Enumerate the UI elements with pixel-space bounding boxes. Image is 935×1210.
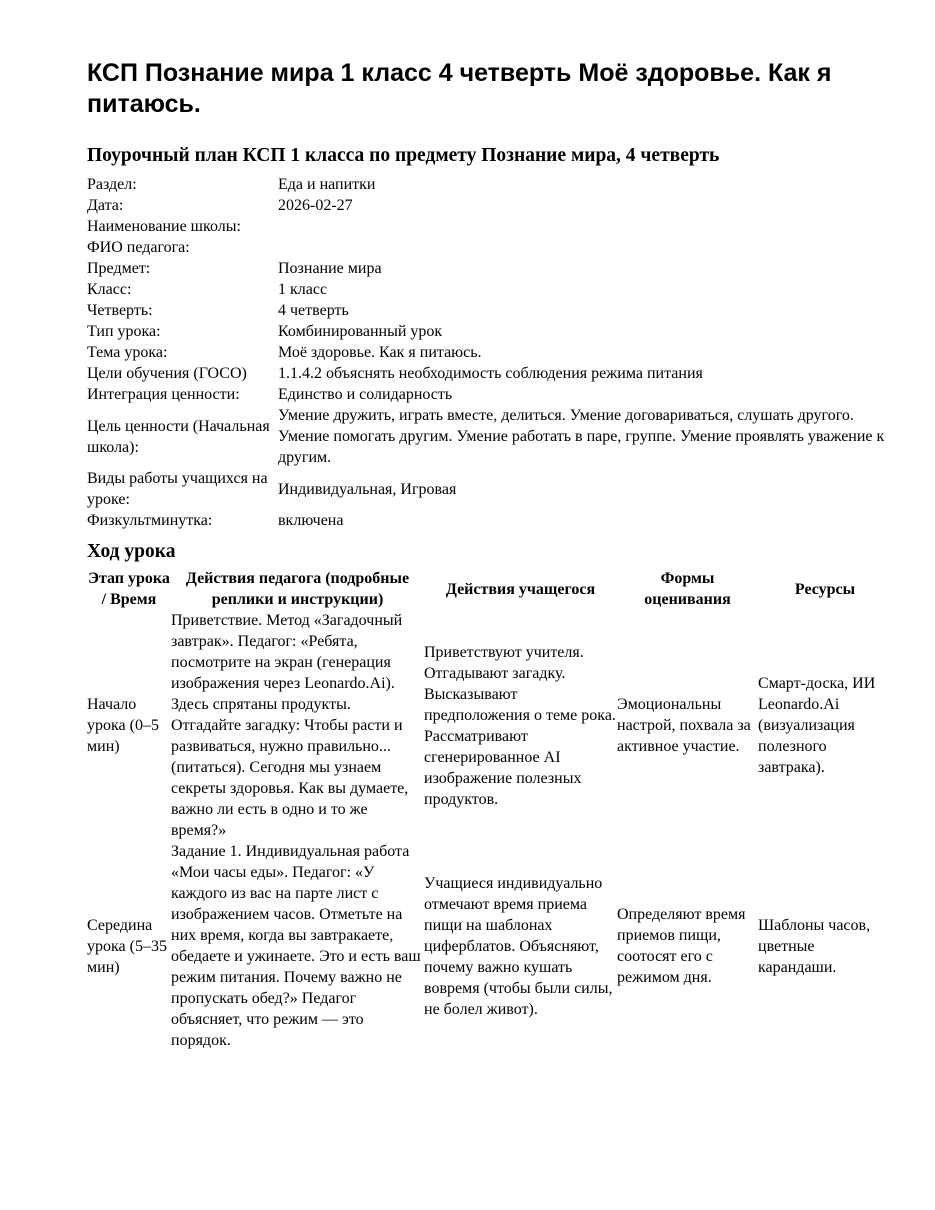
info-value: 4 четверть: [278, 302, 349, 319]
info-value: Умение дружить, играть вместе, делиться. Умение договариваться, слушать другого. Умение помогать другим. Умение работать в паре, группе. Умение проявлять уважение к другим.: [278, 407, 885, 466]
info-row: [87, 405, 892, 468]
column-header-stage: Этап урока / Время: [88, 570, 170, 608]
info-label: Раздел:: [87, 176, 137, 193]
info-label: Цель ценности (Начальная школа):: [87, 417, 270, 456]
info-value: Познание мира: [278, 260, 382, 277]
info-label: Наименование школы:: [87, 218, 241, 235]
info-label: ФИО педагога:: [87, 239, 190, 256]
info-label: Предмет:: [87, 260, 151, 277]
teacher-actions-cell: Приветствие. Метод «Загадочный завтрак». Педагог: «Ребята, посмотрите на экран (генерация изображения через Leonardo.Ai). Здесь спрятаны продукты. Отгадайте загадку: Чтобы расти и развиваться, нужно правильно... (питаться). Сегодня мы узнаем секреты здоровья. Как вы думаете, важно ли есть в одно и то же время?»: [171, 612, 409, 839]
document-subtitle: Поурочный план КСП 1 класса по предмету Познание мира, 4 четверть: [87, 145, 720, 166]
plan-header-row: [87, 568, 892, 610]
info-label: Цели обучения (ГОСО): [87, 365, 247, 382]
info-row: [87, 468, 892, 510]
column-header-student-actions: Действия учащегося: [445, 580, 596, 598]
student-actions-cell: Приветствуют учителя. Отгадывают загадку. Высказывают предположения о теме рока. Рассматривают сгенерированное AI изображение полезных продуктов.: [424, 643, 616, 808]
table-row: [87, 841, 892, 1051]
info-value: Еда и напитки: [278, 176, 376, 193]
stage-cell: Начало урока (0–5 мин): [87, 696, 159, 755]
column-header-resources: Ресурсы: [794, 580, 856, 598]
info-row: [87, 216, 892, 237]
info-label: Тип урока:: [87, 323, 161, 340]
info-label: Виды работы учащихся на уроке:: [87, 470, 268, 508]
info-row: [87, 279, 892, 300]
info-label: Класс:: [87, 281, 132, 298]
info-row: [87, 384, 892, 405]
lesson-plan-table: [87, 568, 892, 1051]
assessment-cell: Определяют время приемов пищи, соотосят его с режимом дня.: [617, 906, 746, 986]
student-actions-cell: Учащиеся индивидуально отмечают время приема пищи на шаблонах циферблатов. Объясняют, почему важно кушать вовремя (чтобы были силы, не болел живот).: [424, 874, 613, 1018]
info-row: [87, 321, 892, 342]
table-row: [87, 610, 892, 841]
info-label: Тема урока:: [87, 344, 168, 361]
info-label: Интеграция ценности:: [87, 386, 240, 403]
stage-cell: Середина урока (5–35 мин): [87, 916, 167, 976]
info-value: [278, 237, 892, 258]
info-value: 1 класс: [278, 281, 328, 298]
info-value: Индивидуальная, Игровая: [278, 480, 457, 498]
info-row: [87, 195, 892, 216]
info-row: [87, 342, 892, 363]
assessment-cell: Эмоциональны настрой, похвала за активное участие.: [617, 696, 751, 755]
info-value: Единство и солидарность: [278, 386, 453, 403]
info-value: Комбинированный урок: [278, 323, 443, 340]
lesson-info-table: [87, 174, 892, 531]
info-value: [278, 216, 892, 237]
info-row: [87, 174, 892, 195]
info-value: 2026-02-27: [278, 197, 353, 214]
info-label: Четверть:: [87, 302, 153, 319]
info-row: [87, 258, 892, 279]
lesson-heading: Ход урока: [87, 541, 176, 562]
teacher-actions-cell: Задание 1. Индивидуальная работа «Мои часы еды». Педагог: «У каждого из вас на парте лист с изображением часов. Отметьте на них время, когда вы завтракаете, обедаете и ужинаете. Это и есть ваш режим питания. Почему важно не пропускать обед?» Педагог объясняет, что режим — это порядок.: [171, 843, 421, 1049]
resources-cell: Шаблоны часов, цветные карандаши.: [758, 916, 871, 976]
info-label: Дата:: [87, 197, 124, 214]
info-row: [87, 237, 892, 258]
info-row: [87, 510, 892, 531]
document-page: [87, 58, 892, 1051]
info-value: 1.1.4.2 объяснять необходимость соблюдения режима питания: [278, 365, 703, 382]
info-row: [87, 300, 892, 321]
column-header-assessment: Формы оценивания: [644, 570, 731, 608]
column-header-teacher-actions: Действия педагога (подробные реплики и инструкции): [185, 570, 410, 608]
document-title: КСП Познание мира 1 класс 4 четверть Моё здоровье. Как я питаюсь.: [87, 59, 832, 118]
info-label: Физкультминутка:: [87, 512, 213, 529]
info-row: [87, 363, 892, 384]
info-value: Моё здоровье. Как я питаюсь.: [278, 344, 482, 361]
info-value: включена: [278, 512, 344, 529]
resources-cell: Смарт-доска, ИИ Leonardo.Ai (визуализация полезного завтрака).: [758, 675, 876, 776]
